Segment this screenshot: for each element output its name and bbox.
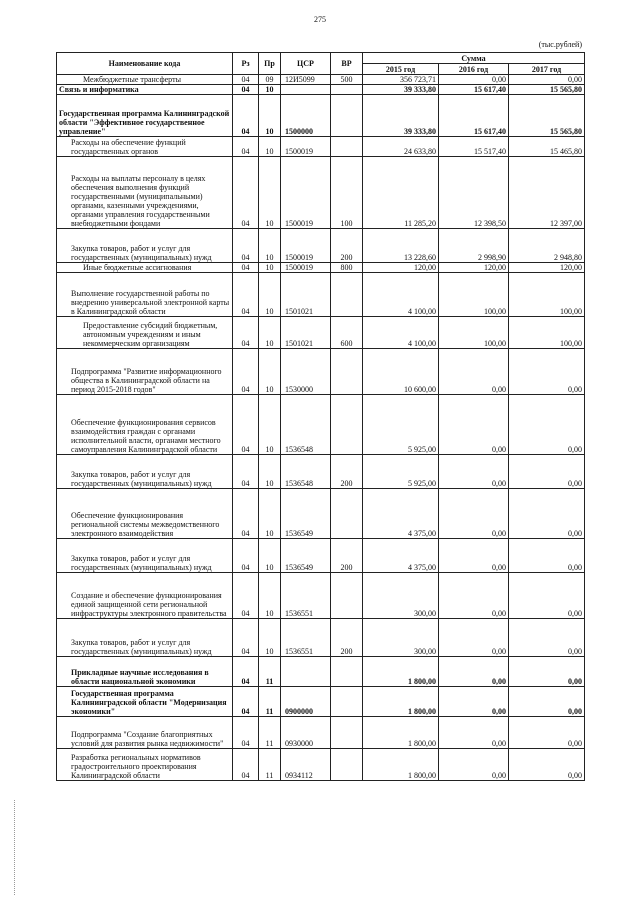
cell-csr: 1500019 <box>281 263 331 273</box>
cell-rz: 04 <box>233 157 259 229</box>
cell-2017: 15 465,80 <box>509 137 585 157</box>
cell-2017: 0,00 <box>509 619 585 657</box>
cell-name: Закупка товаров, работ и услуг для государственных (муниципальных) нужд <box>57 455 233 489</box>
cell-rz: 04 <box>233 573 259 619</box>
cell-rz: 04 <box>233 229 259 263</box>
cell-pr: 10 <box>259 489 281 539</box>
cell-csr: 0900000 <box>281 687 331 717</box>
cell-rz: 04 <box>233 95 259 137</box>
cell-name: Прикладные научные исследования в области национальной экономики <box>57 657 233 687</box>
cell-2017: 0,00 <box>509 539 585 573</box>
cell-2016: 120,00 <box>439 263 509 273</box>
cell-name: Иные бюджетные ассигнования <box>57 263 233 273</box>
header-sum: Сумма <box>363 53 585 64</box>
cell-2017: 0,00 <box>509 489 585 539</box>
cell-name: Создание и обеспечение функционирования единой защищенной сети региональной инфраструктуры электронного правительства <box>57 573 233 619</box>
cell-2016: 0,00 <box>439 687 509 717</box>
cell-pr: 11 <box>259 717 281 749</box>
cell-rz: 04 <box>233 687 259 717</box>
cell-csr: 1501021 <box>281 273 331 317</box>
cell-2016: 0,00 <box>439 573 509 619</box>
cell-vr <box>331 95 363 137</box>
cell-2015: 4 375,00 <box>363 539 439 573</box>
cell-2015: 5 925,00 <box>363 395 439 455</box>
cell-pr: 11 <box>259 687 281 717</box>
table-row <box>57 539 585 573</box>
cell-2015: 300,00 <box>363 619 439 657</box>
cell-2017: 0,00 <box>509 749 585 781</box>
header-pr: Пр <box>259 53 281 75</box>
cell-csr: 1500000 <box>281 95 331 137</box>
cell-rz: 04 <box>233 455 259 489</box>
cell-rz: 04 <box>233 619 259 657</box>
cell-csr: 1536548 <box>281 395 331 455</box>
cell-2017: 0,00 <box>509 687 585 717</box>
table-row <box>57 75 585 85</box>
cell-2015: 5 925,00 <box>363 455 439 489</box>
cell-csr: 1536548 <box>281 455 331 489</box>
table-row <box>57 349 585 395</box>
cell-2015: 11 285,20 <box>363 157 439 229</box>
cell-pr: 11 <box>259 749 281 781</box>
cell-rz: 04 <box>233 489 259 539</box>
cell-pr: 10 <box>259 395 281 455</box>
cell-vr <box>331 85 363 95</box>
cell-2015: 1 800,00 <box>363 717 439 749</box>
cell-2016: 2 998,90 <box>439 229 509 263</box>
cell-2016: 12 398,50 <box>439 157 509 229</box>
page-number: 275 <box>314 15 326 24</box>
cell-2017: 0,00 <box>509 573 585 619</box>
cell-csr: 1500019 <box>281 157 331 229</box>
cell-pr: 10 <box>259 95 281 137</box>
cell-vr: 200 <box>331 619 363 657</box>
budget-table <box>56 52 585 781</box>
header-2017: 2017 год <box>509 64 585 75</box>
cell-name: Разработка региональных нормативов градостроительного проектирования Калининградской области <box>57 749 233 781</box>
header-2015: 2015 год <box>363 64 439 75</box>
cell-name: Выполнение государственной работы по внедрению универсальной электронной карты в Калининградской области <box>57 273 233 317</box>
cell-name: Закупка товаров, работ и услуг для государственных (муниципальных) нужд <box>57 619 233 657</box>
table-row <box>57 395 585 455</box>
table-row <box>57 157 585 229</box>
cell-2016: 0,00 <box>439 455 509 489</box>
cell-2016: 0,00 <box>439 717 509 749</box>
cell-rz: 04 <box>233 539 259 573</box>
cell-name: Межбюджетные трансферты <box>57 75 233 85</box>
cell-vr <box>331 687 363 717</box>
table-row <box>57 717 585 749</box>
cell-2015: 39 333,80 <box>363 85 439 95</box>
cell-csr: 1501021 <box>281 317 331 349</box>
cell-csr: 0934112 <box>281 749 331 781</box>
cell-name: Связь и информатика <box>57 85 233 95</box>
cell-rz: 04 <box>233 395 259 455</box>
cell-2016: 15 617,40 <box>439 95 509 137</box>
cell-rz: 04 <box>233 85 259 95</box>
cell-csr: 1530000 <box>281 349 331 395</box>
header-2016: 2016 год <box>439 64 509 75</box>
cell-2017: 12 397,00 <box>509 157 585 229</box>
table-row <box>57 657 585 687</box>
cell-name: Закупка товаров, работ и услуг для государственных (муниципальных) нужд <box>57 229 233 263</box>
cell-pr: 10 <box>259 317 281 349</box>
table-row <box>57 455 585 489</box>
cell-vr: 100 <box>331 157 363 229</box>
cell-2016: 15 517,40 <box>439 137 509 157</box>
cell-2016: 0,00 <box>439 619 509 657</box>
table-header <box>57 53 585 75</box>
cell-vr: 800 <box>331 263 363 273</box>
cell-2015: 120,00 <box>363 263 439 273</box>
cell-vr <box>331 349 363 395</box>
cell-csr: 1536549 <box>281 539 331 573</box>
table-body <box>57 75 585 781</box>
cell-csr: 1500019 <box>281 137 331 157</box>
cell-vr <box>331 273 363 317</box>
cell-2015: 39 333,80 <box>363 95 439 137</box>
cell-csr: 12И5099 <box>281 75 331 85</box>
table-row <box>57 95 585 137</box>
cell-2015: 10 600,00 <box>363 349 439 395</box>
cell-pr: 10 <box>259 539 281 573</box>
cell-rz: 04 <box>233 75 259 85</box>
table-row <box>57 273 585 317</box>
cell-vr: 200 <box>331 229 363 263</box>
header-rz: Рз <box>233 53 259 75</box>
table-row <box>57 687 585 717</box>
cell-vr <box>331 395 363 455</box>
cell-2017: 15 565,80 <box>509 85 585 95</box>
cell-pr: 10 <box>259 455 281 489</box>
cell-rz: 04 <box>233 317 259 349</box>
cell-2015: 300,00 <box>363 573 439 619</box>
cell-2017: 100,00 <box>509 273 585 317</box>
cell-pr: 10 <box>259 263 281 273</box>
cell-2017: 0,00 <box>509 395 585 455</box>
cell-2017: 0,00 <box>509 349 585 395</box>
cell-vr: 200 <box>331 455 363 489</box>
cell-2015: 356 723,71 <box>363 75 439 85</box>
cell-pr: 10 <box>259 137 281 157</box>
cell-2017: 0,00 <box>509 75 585 85</box>
cell-pr: 10 <box>259 85 281 95</box>
cell-2015: 1 800,00 <box>363 687 439 717</box>
cell-name: Обеспечение функционирования региональной системы межведомственного электронного взаимодействия <box>57 489 233 539</box>
cell-vr: 200 <box>331 539 363 573</box>
cell-pr: 11 <box>259 657 281 687</box>
cell-pr: 10 <box>259 273 281 317</box>
cell-name: Государственная программа Калининградской области "Эффективное государственное управление" <box>57 95 233 137</box>
cell-rz: 04 <box>233 749 259 781</box>
cell-pr: 10 <box>259 619 281 657</box>
cell-pr: 10 <box>259 573 281 619</box>
cell-2017: 0,00 <box>509 657 585 687</box>
table-row <box>57 489 585 539</box>
margin-rule <box>14 800 16 895</box>
cell-2016: 100,00 <box>439 317 509 349</box>
cell-pr: 10 <box>259 349 281 395</box>
cell-csr: 1536551 <box>281 619 331 657</box>
cell-vr <box>331 489 363 539</box>
cell-rz: 04 <box>233 657 259 687</box>
header-csr: ЦСР <box>281 53 331 75</box>
cell-vr <box>331 657 363 687</box>
cell-name: Подпрограмма "Создание благоприятных условий для развития рынка недвижимости" <box>57 717 233 749</box>
unit-label: (тыс.рублей) <box>538 40 582 49</box>
cell-csr: 1536551 <box>281 573 331 619</box>
cell-csr: 1536549 <box>281 489 331 539</box>
cell-csr: 1500019 <box>281 229 331 263</box>
cell-2017: 2 948,80 <box>509 229 585 263</box>
header-name: Наименование кода <box>57 53 233 75</box>
cell-pr: 10 <box>259 229 281 263</box>
cell-name: Расходы на обеспечение функций государственных органов <box>57 137 233 157</box>
cell-2016: 0,00 <box>439 749 509 781</box>
cell-name: Государственная программа Калининградской области "Модернизация экономики" <box>57 687 233 717</box>
cell-rz: 04 <box>233 273 259 317</box>
cell-2015: 13 228,60 <box>363 229 439 263</box>
table-row <box>57 317 585 349</box>
cell-2016: 0,00 <box>439 395 509 455</box>
cell-csr: 0930000 <box>281 717 331 749</box>
cell-pr: 09 <box>259 75 281 85</box>
table-row <box>57 263 585 273</box>
cell-rz: 04 <box>233 349 259 395</box>
cell-2015: 4 100,00 <box>363 317 439 349</box>
cell-2016: 15 617,40 <box>439 85 509 95</box>
cell-2016: 0,00 <box>439 539 509 573</box>
table-row <box>57 749 585 781</box>
cell-csr <box>281 85 331 95</box>
cell-2016: 0,00 <box>439 75 509 85</box>
cell-rz: 04 <box>233 263 259 273</box>
cell-2015: 4 375,00 <box>363 489 439 539</box>
table-row <box>57 229 585 263</box>
table-row <box>57 573 585 619</box>
cell-name: Обеспечение функционирования сервисов взаимодействия граждан с органами исполнительной власти, органами местного самоуправления Калининградской области <box>57 395 233 455</box>
cell-2017: 15 565,80 <box>509 95 585 137</box>
cell-vr <box>331 573 363 619</box>
cell-vr <box>331 749 363 781</box>
cell-2015: 24 633,80 <box>363 137 439 157</box>
cell-csr <box>281 657 331 687</box>
cell-rz: 04 <box>233 137 259 157</box>
cell-vr: 500 <box>331 75 363 85</box>
table-row <box>57 137 585 157</box>
cell-pr: 10 <box>259 157 281 229</box>
cell-rz: 04 <box>233 717 259 749</box>
cell-2017: 100,00 <box>509 317 585 349</box>
cell-name: Закупка товаров, работ и услуг для государственных (муниципальных) нужд <box>57 539 233 573</box>
cell-vr <box>331 137 363 157</box>
cell-2017: 0,00 <box>509 717 585 749</box>
cell-2016: 0,00 <box>439 657 509 687</box>
cell-2016: 100,00 <box>439 273 509 317</box>
cell-vr: 600 <box>331 317 363 349</box>
cell-name: Подпрограмма "Развитие информационного общества в Калининградской области на период 2015-2018 годов" <box>57 349 233 395</box>
cell-name: Расходы на выплаты персоналу в целях обеспечения выполнения функций государственными (муниципальными) органами, казенными учреждениями, органами управления государственными внебюджетными фондами <box>57 157 233 229</box>
cell-name: Предоставление субсидий бюджетным, автономным учреждениям и иным некоммерческим организациям <box>57 317 233 349</box>
cell-2016: 0,00 <box>439 349 509 395</box>
cell-vr <box>331 717 363 749</box>
table-row <box>57 85 585 95</box>
cell-2016: 0,00 <box>439 489 509 539</box>
cell-2015: 1 800,00 <box>363 749 439 781</box>
cell-2017: 0,00 <box>509 455 585 489</box>
cell-2015: 4 100,00 <box>363 273 439 317</box>
table-row <box>57 619 585 657</box>
cell-2015: 1 800,00 <box>363 657 439 687</box>
header-vr: ВР <box>331 53 363 75</box>
cell-2017: 120,00 <box>509 263 585 273</box>
